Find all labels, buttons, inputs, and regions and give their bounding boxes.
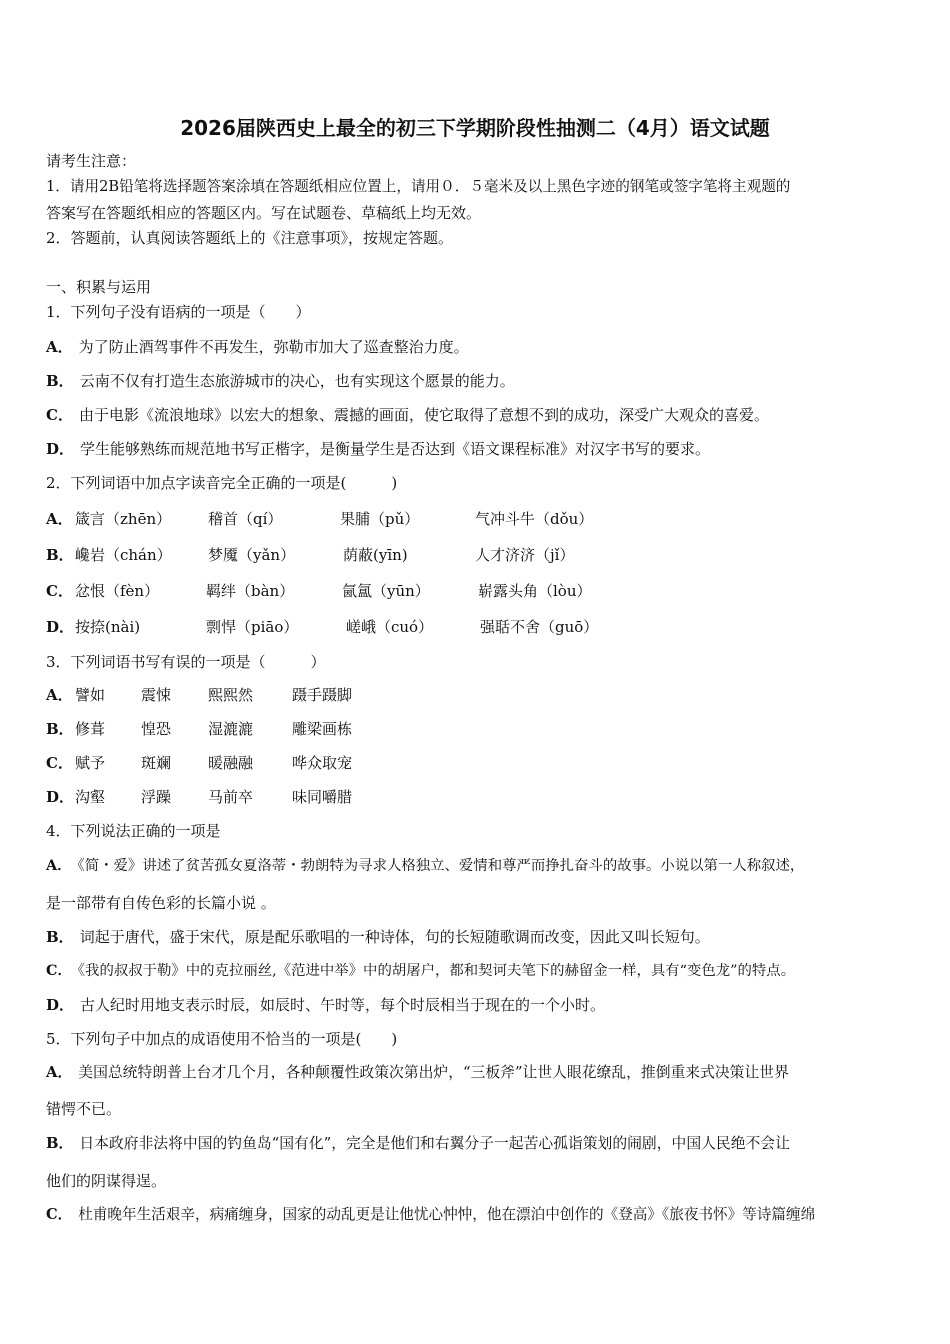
question-5-stem: 5．下列句子中加点的成语使用不恰当的一项是( ) xyxy=(46,1030,398,1048)
question-1-option-b: B． 云南不仅有打造生态旅游城市的决心，也有实现这个愿景的能力。 xyxy=(46,372,515,390)
q3-d-word-3: 马前卒 xyxy=(208,788,254,806)
q2-b-word-2: 梦魇（yǎn） xyxy=(208,546,296,564)
question-3-option-b: B． xyxy=(46,720,74,738)
q3-b-word-4: 雕梁画栋 xyxy=(292,720,353,738)
q3-a-word-1: 譬如 xyxy=(75,686,106,704)
q3-a-word-2: 震悚 xyxy=(141,686,172,704)
question-3-option-d: D． xyxy=(46,788,75,806)
q2-a-word-3: 果脯（pǔ） xyxy=(340,510,420,528)
q2-c-word-3: 氤氲（yūn） xyxy=(342,582,430,600)
section-heading: 一、积累与运用 xyxy=(46,278,152,296)
question-3-option-a: A． xyxy=(46,686,73,704)
q2-b-word-3: 荫蔽(yīn) xyxy=(343,546,408,564)
q3-d-word-2: 浮躁 xyxy=(141,788,172,806)
q2-b-word-1: 巉岩（chán） xyxy=(75,546,172,564)
q2-d-word-1: 按捺(nài) xyxy=(75,618,141,636)
question-5-option-b-cont: 他们的阴谋得逞。 xyxy=(46,1172,167,1190)
q3-b-word-2: 惶恐 xyxy=(141,720,172,738)
question-1-option-c: C． 由于电影《流浪地球》以宏大的想象、震撼的画面，使它取得了意想不到的成功，深受广大观众的喜爱。 xyxy=(46,406,769,424)
q3-b-word-3: 湿漉漉 xyxy=(208,720,254,738)
question-4-option-a-cont: 是一部带有自传色彩的长篇小说 。 xyxy=(46,894,276,912)
question-4-option-c: C． 《我的叔叔于勒》中的克拉丽丝,《范进中举》中的胡屠户，都和契诃夫笔下的赫留金一样，具有“变色龙”的特点。 xyxy=(46,962,796,979)
q2-a-word-2: 稽首（qí） xyxy=(208,510,283,528)
q3-b-word-1: 修葺 xyxy=(75,720,106,738)
q2-d-word-2: 剽悍（piāo） xyxy=(206,618,299,636)
question-5-option-a-cont: 错愕不已。 xyxy=(46,1100,122,1118)
question-5-option-b: B． 日本政府非法将中国的钓鱼岛“国有化”，完全是他们和右翼分子一起苦心孤诣策划的闹剧，中国人民绝不会让 xyxy=(46,1135,790,1152)
question-3-stem: 3．下列词语书写有误的一项是（ ） xyxy=(46,653,326,671)
q2-a-word-1: 箴言（zhēn） xyxy=(75,510,172,528)
question-4-option-a: A． 《简・爱》讲述了贫苦孤女夏洛蒂・勃朗特为寻求人格独立、爱情和尊严而挣扎奋斗的故事。小说以第一人称叙述， xyxy=(46,857,805,874)
question-2-option-a: A． xyxy=(46,510,73,528)
question-4-option-b: B． 词起于唐代，盛于宋代，原是配乐歌唱的一种诗体，句的长短随歌调而改变，因此又叫长短句。 xyxy=(46,928,710,946)
q3-c-word-2: 斑斓 xyxy=(141,754,172,772)
q2-b-word-4: 人才济济（jǐ） xyxy=(475,546,575,564)
question-5-option-c: C． 杜甫晚年生活艰辛，病痛缠身，国家的动乱更是让他忧心忡忡，他在漂泊中创作的《登高》《旅夜书怀》等诗篇缠绵 xyxy=(46,1206,816,1223)
question-1-option-a: A． 为了防止酒驾事件不再发生，弥勒市加大了巡查整治力度。 xyxy=(46,338,469,356)
q2-a-word-4: 气冲斗牛（dǒu） xyxy=(475,510,594,528)
page-title: 2026届陕西史上最全的初三下学期阶段性抽测二（4月）语文试题 xyxy=(180,116,770,140)
notice-item-1-line-2: 答案写在答题纸相应的答题区内。写在试题卷、草稿纸上均无效。 xyxy=(46,204,482,222)
question-2-stem: 2．下列词语中加点字读音完全正确的一项是( ) xyxy=(46,474,398,492)
question-2-option-b: B． xyxy=(46,546,74,564)
question-2-option-c: C． xyxy=(46,582,73,600)
q3-d-word-1: 沟壑 xyxy=(75,788,106,806)
q2-c-word-1: 忿恨（fèn） xyxy=(75,582,160,600)
q3-c-word-3: 暖融融 xyxy=(208,754,254,772)
question-4-option-d: D． 古人纪时用地支表示时辰，如辰时、午时等，每个时辰相当于现在的一个小时。 xyxy=(46,996,606,1014)
q3-a-word-4: 蹑手蹑脚 xyxy=(292,686,353,704)
question-1-stem: 1．下列句子没有语病的一项是（ ） xyxy=(46,303,311,321)
question-4-stem: 4．下列说法正确的一项是 xyxy=(46,822,221,840)
notice-item-2: 2．答题前，认真阅读答题纸上的《注意事项》，按规定答题。 xyxy=(46,229,454,247)
q3-c-word-1: 赋予 xyxy=(75,754,106,772)
notice-item-1-line-1: 1．请用2B铅笔将选择题答案涂填在答题纸相应位置上，请用０．５毫米及以上黑色字迹的钢笔或签字笔将主观题的 xyxy=(46,178,791,195)
question-1-option-d: D． 学生能够熟练而规范地书写正楷字，是衡量学生是否达到《语文课程标准》对汉字书写的要求。 xyxy=(46,440,711,458)
notice-heading: 请考生注意： xyxy=(46,152,137,170)
q2-c-word-4: 崭露头角（lòu） xyxy=(478,582,592,600)
q2-d-word-4: 强聒不舍（guō） xyxy=(480,618,599,636)
q2-c-word-2: 羁绊（bàn） xyxy=(206,582,295,600)
q2-d-word-3: 嵯峨（cuó） xyxy=(346,618,434,636)
q3-c-word-4: 哗众取宠 xyxy=(292,754,353,772)
question-2-option-d: D． xyxy=(46,618,75,636)
question-5-option-a: A． 美国总统特朗普上台才几个月，各种颠覆性政策次第出炉，“三板斧”让世人眼花缭乱，推倒重来式决策让世界 xyxy=(46,1064,789,1081)
q3-d-word-4: 味同嚼腊 xyxy=(292,788,353,806)
q3-a-word-3: 熙熙然 xyxy=(208,686,254,704)
question-3-option-c: C． xyxy=(46,754,73,772)
